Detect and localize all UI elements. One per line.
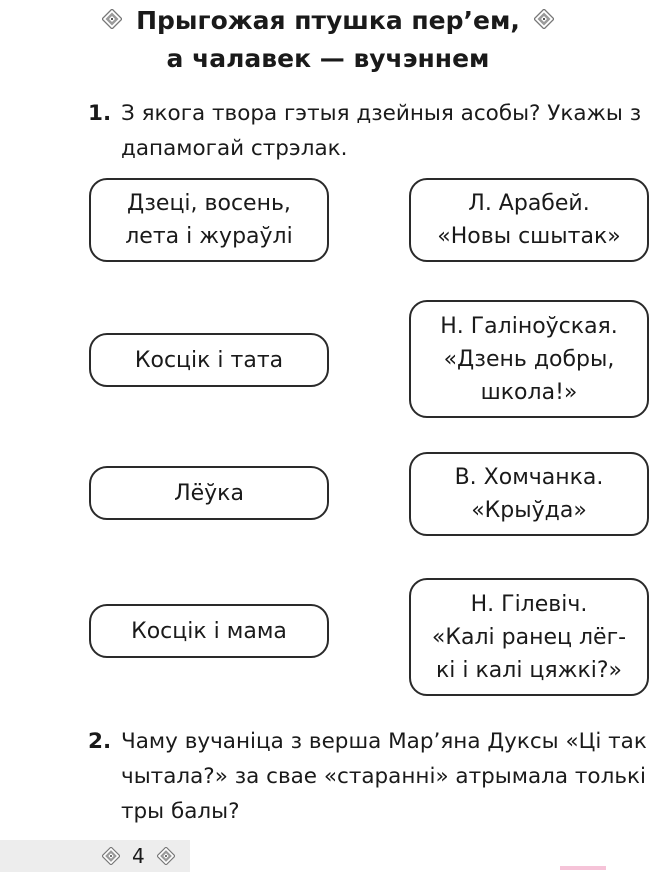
character-label: Косцік і тата <box>134 347 284 373</box>
character-box-2[interactable] <box>89 333 329 387</box>
character-box-4[interactable] <box>89 604 329 658</box>
diamond-ornament-icon <box>102 847 120 865</box>
character-label: Косцік і мама <box>131 618 287 644</box>
decorative-mark <box>560 866 606 870</box>
task-1 <box>88 96 650 166</box>
title-text-2: а чалавек — вучэннем <box>166 44 490 73</box>
work-box-1[interactable] <box>409 178 649 262</box>
character-box-3[interactable] <box>89 466 329 520</box>
work-box-4[interactable] <box>409 578 649 696</box>
character-label: Лёўка <box>174 480 244 506</box>
work-label: Н. Галіноўская. «Дзень добры, школа!» <box>440 313 618 405</box>
page-number: 4 <box>132 844 145 868</box>
character-label: Дзеці, восень, лета і жураўлі <box>125 191 293 249</box>
character-box-1[interactable] <box>89 178 329 262</box>
task-1-number: 1. <box>88 101 112 126</box>
task-1-text: З якога твора гэтыя дзейныя асобы? Укажы з дапамогай стрэлак. <box>121 101 642 161</box>
diamond-ornament-icon <box>102 9 122 29</box>
title-text-1: Прыгожая птушка пер’ем, <box>136 6 520 35</box>
task-2 <box>88 724 650 829</box>
title-line-1 <box>0 2 656 40</box>
work-label: Л. Арабей. «Новы сшытак» <box>437 191 621 249</box>
diamond-ornament-icon <box>534 9 554 29</box>
work-label: Н. Гілевіч. «Калі ранец лёг- кі і калі цяжкі?» <box>431 591 627 683</box>
work-label: В. Хомчанка. «Крыўда» <box>454 465 604 523</box>
work-box-2[interactable] <box>409 300 649 418</box>
page-number-area <box>90 843 187 869</box>
task-2-number: 2. <box>88 729 112 754</box>
work-box-3[interactable] <box>409 452 649 536</box>
diamond-ornament-icon <box>157 847 175 865</box>
page-title <box>0 2 656 78</box>
task-2-text: Чаму вучаніца з верша Мар’яна Дуксы «Ці так чытала?» за свае «старанні» атрымала толькі тры балы? <box>121 729 647 824</box>
